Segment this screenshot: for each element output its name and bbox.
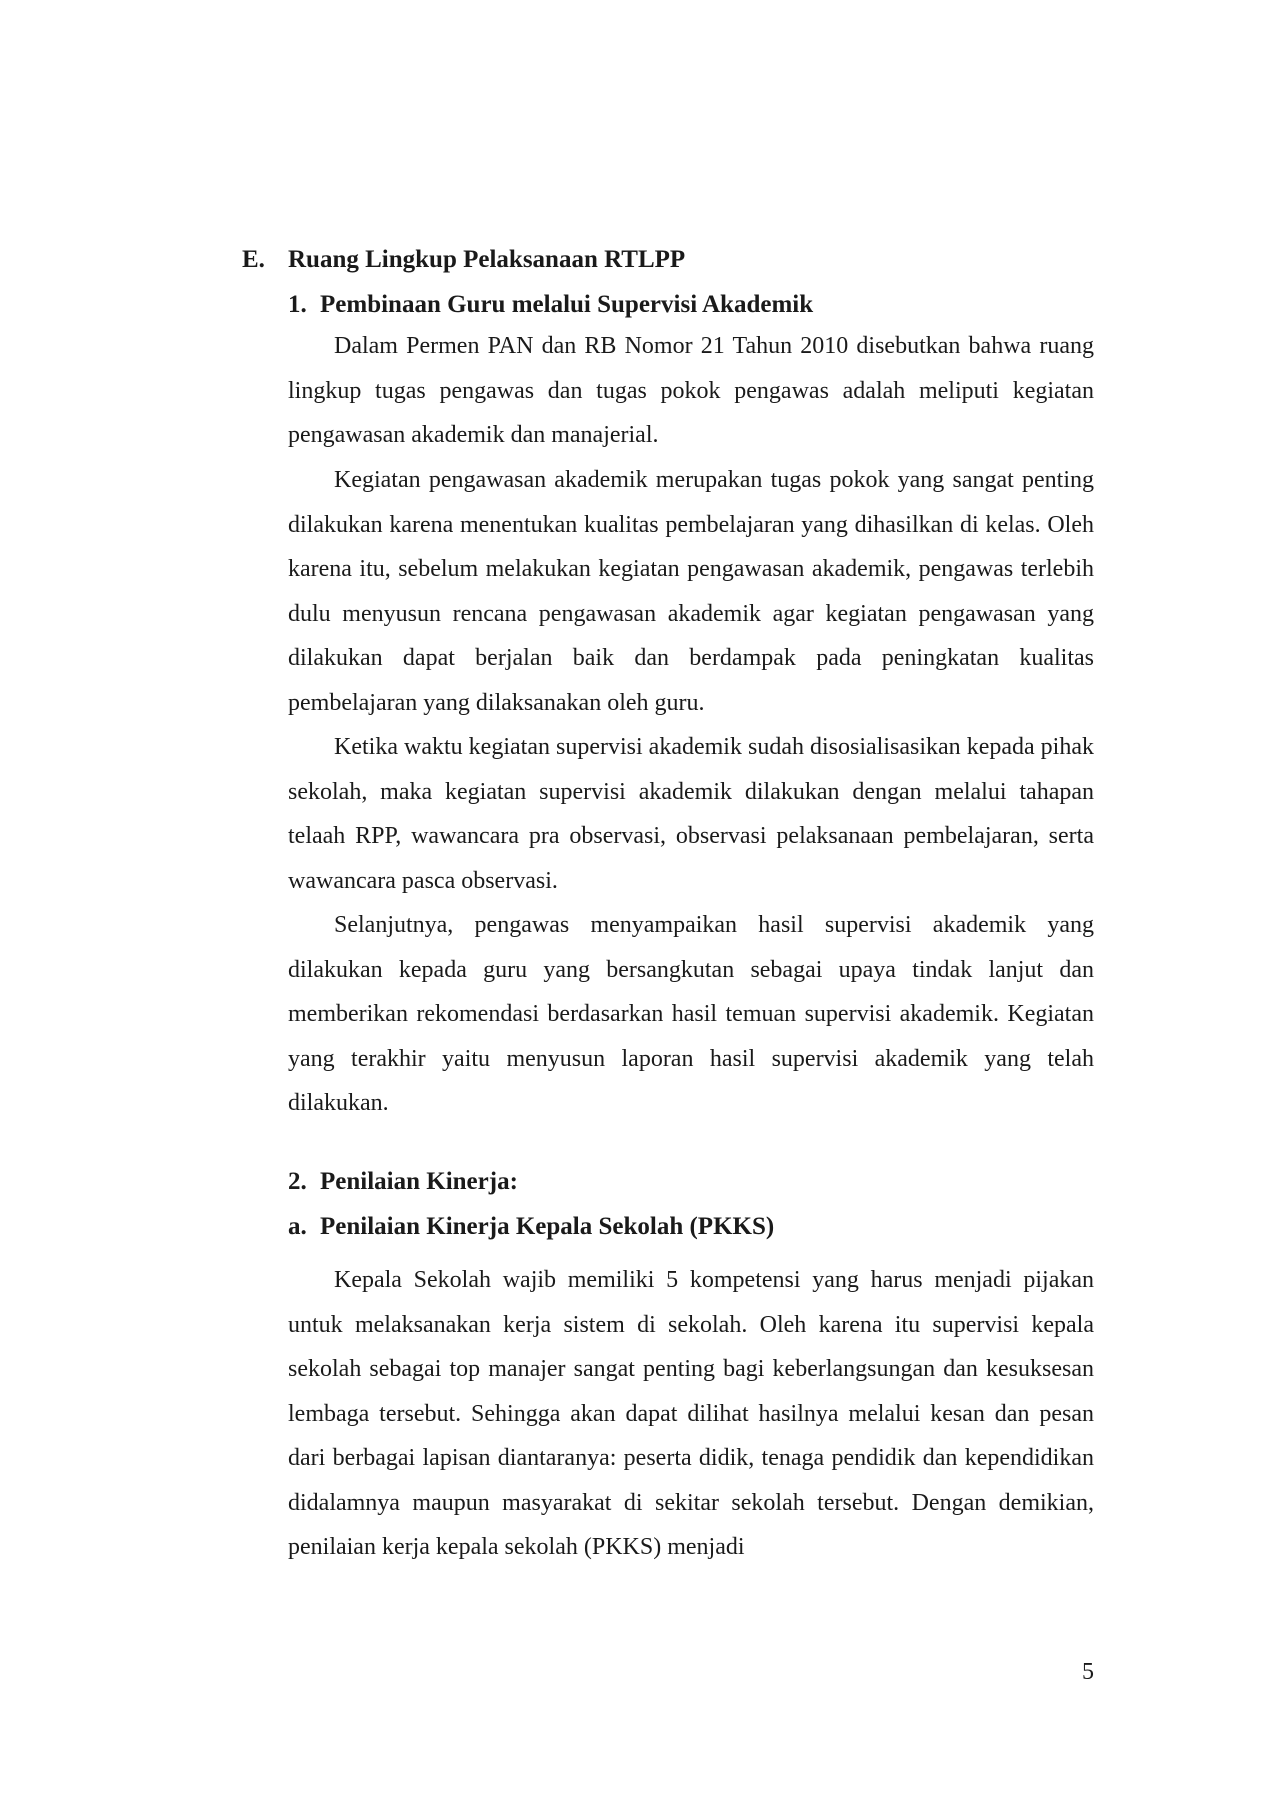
subsection-2a-number: a. — [288, 1213, 307, 1240]
paragraph-2a-1: Kepala Sekolah wajib memiliki 5 kompetensi yang harus menjadi pijakan untuk melaksanakan kerja sistem di sekolah. Oleh karena itu supervisi kepala sekolah sebagai top manajer sangat penting bagi keberlangsungan dan kesuksesan lembaga tersebut. Sehingga akan dapat dilihat hasilnya melalui kesan dan pesan dari berbagai lapisan diantaranya: peserta didik, tenaga pendidik dan kependidikan didalamnya maupun masyarakat di sekitar sekolah tersebut. Dengan demikian, penilaian kerja kepala sekolah (PKKS) menjadi — [288, 1267, 1094, 1560]
paragraph-1-3: Ketika waktu kegiatan supervisi akademik sudah disosialisasikan kepada pihak sekolah, maka kegiatan supervisi akademik dilakukan dengan melalui tahapan telaah RPP, wawancara pra observasi, observasi pelaksanaan pembelajaran, serta wawancara pasca observasi. — [288, 734, 1094, 894]
subsection-2-number: 2. — [288, 1168, 307, 1195]
subsection-1-heading — [288, 290, 813, 320]
subsection-2-heading — [288, 1167, 518, 1197]
section-e-heading — [242, 245, 685, 275]
subsection-1-number: 1. — [288, 291, 307, 318]
subsection-2-title: Penilaian Kinerja: — [320, 1168, 518, 1195]
page-number: 5 — [1082, 1659, 1094, 1685]
paragraph-1-4: Selanjutnya, pengawas menyampaikan hasil supervisi akademik yang dilakukan kepada guru yang bersangkutan sebagai upaya tindak lanjut dan memberikan rekomendasi berdasarkan hasil temuan supervisi akademik. Kegiatan yang terakhir yaitu menyusun laporan hasil supervisi akademik yang telah dilakukan. — [288, 912, 1094, 1116]
subsection-2a-title: Penilaian Kinerja Kepala Sekolah (PKKS) — [320, 1213, 775, 1240]
section-e-title: Ruang Lingkup Pelaksanaan RTLPP — [288, 246, 686, 273]
paragraph-1-2: Kegiatan pengawasan akademik merupakan tugas pokok yang sangat penting dilakukan karena menentukan kualitas pembelajaran yang dihasilkan di kelas. Oleh karena itu, sebelum melakukan kegiatan pengawasan akademik, pengawas terlebih dulu menyusun rencana pengawasan akademik agar kegiatan pengawasan yang dilakukan dapat berjalan baik dan berdampak pada peningkatan kualitas pembelajaran yang dilaksanakan oleh guru. — [288, 467, 1094, 716]
section-e-number: E. — [242, 246, 265, 273]
paragraph-1-1: Dalam Permen PAN dan RB Nomor 21 Tahun 2010 disebutkan bahwa ruang lingkup tugas pengawas dan tugas pokok pengawas adalah meliputi kegiatan pengawasan akademik dan manajerial. — [288, 333, 1094, 448]
subsection-2a-heading — [288, 1212, 774, 1242]
subsection-1-title: Pembinaan Guru melalui Supervisi Akademik — [320, 291, 814, 318]
